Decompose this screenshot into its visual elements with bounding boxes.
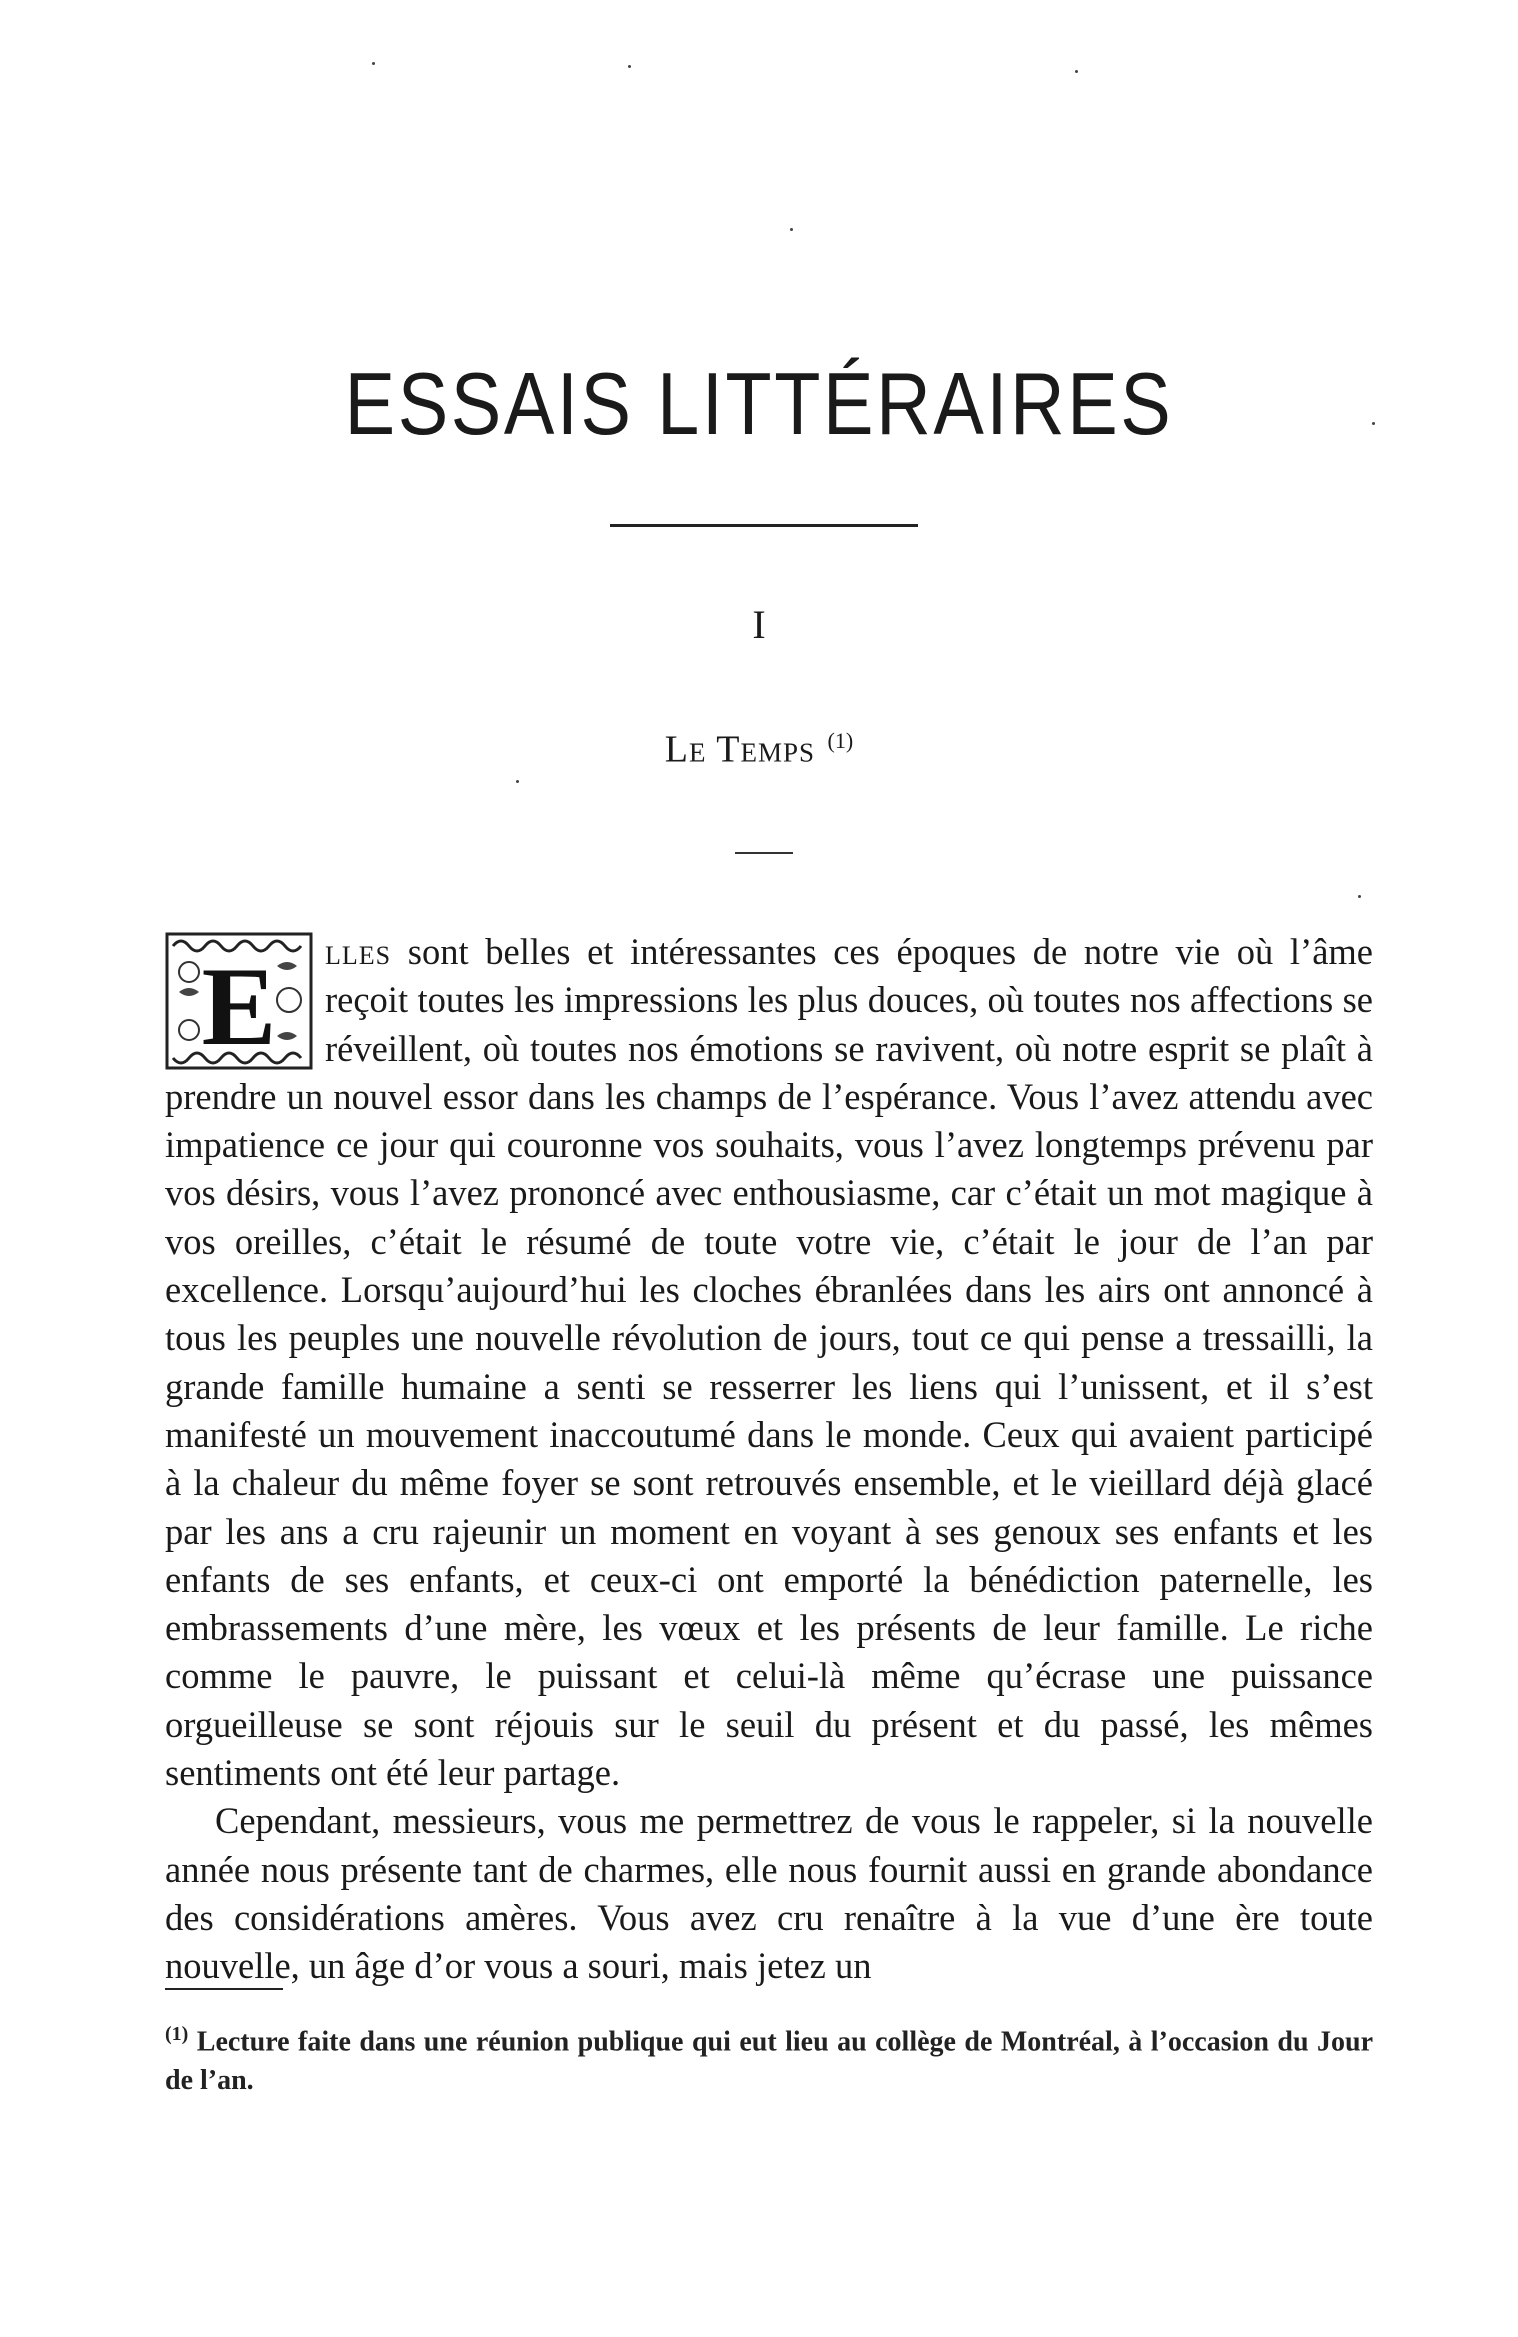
ornamental-dropcap-icon	[165, 932, 313, 1070]
footnote-rule	[165, 1988, 283, 1990]
svg-text:E: E	[201, 945, 277, 1069]
paragraph-1	[165, 928, 1373, 1797]
dropcap-continuation: lles	[325, 931, 392, 972]
section-number: I	[752, 602, 766, 647]
section-title: Le Temps	[664, 728, 816, 771]
title-rule	[610, 524, 918, 527]
paragraph-1-text: sont belles et intéressantes ces époques de notre vie où l’âme reçoit toutes les impressions les plus douces, où toutes nos affections se réveillent, où toutes nos émotions se ravivent, où notre esprit se plaît à prendre un nouvel essor dans les champs de l’espérance. Vous l’avez attendu avec impatience ce jour qui couronne vos souhaits, vous l’avez longtemps prévenu par vos désirs, vous l’avez prononcé avec enthousiasme, car c’était un mot magique à vos oreilles, c’était le résumé de toute votre vie, c’était le jour de l’an par excellence. Lorsqu’aujourd’hui les cloches ébranlées dans les airs ont annoncé à tous les peuples une nouvelle révolution de jours, tout ce qui pense a tressailli, la grande famille humaine a senti se resserrer les liens qui l’unissent, et il s’est manifesté un mouvement inaccoutumé dans le monde. Ceux qui avaient participé à la chaleur du même foyer se sont retrouvés ensemble, et le vieillard déjà glacé par les ans a cru rajeunir un moment en voyant à ses genoux ses enfants et les enfants de ses enfants, et ceux-ci ont emporté la bénédiction paternelle, les embrassements d’une mère, les vœux et les présents de leur famille. Le riche comme le pauvre, le puissant et celui-là même qu’écrase une puissance orgueilleuse se sont réjouis sur le seuil du présent et du passé, les mêmes sentiments ont été leur partage.	[165, 931, 1373, 1794]
footnote-number: (1)	[165, 2023, 189, 2045]
footnote	[165, 2015, 1373, 2100]
section-divider	[735, 852, 793, 854]
page-title: ESSAIS LITTÉRAIRES	[344, 354, 1174, 453]
paragraph-2: Cependant, messieurs, vous me permettrez de vous le rappeler, si la nouvelle année nous présente tant de charmes, elle nous fournit aussi en grande abondance des considérations amères. Vous avez cru renaître à la vue d’une ère toute nouvelle, un âge d’or vous a souri, mais jetez un	[165, 1800, 1373, 1987]
footnote-text: Lecture faite dans une réunion publique qui eut lieu au collège de Montréal, à l’occasion du Jour de l’an.	[165, 2026, 1373, 2097]
footnote-reference: (1)	[827, 728, 854, 753]
section-title-wrap	[0, 730, 1518, 769]
body-text	[165, 928, 1373, 1991]
